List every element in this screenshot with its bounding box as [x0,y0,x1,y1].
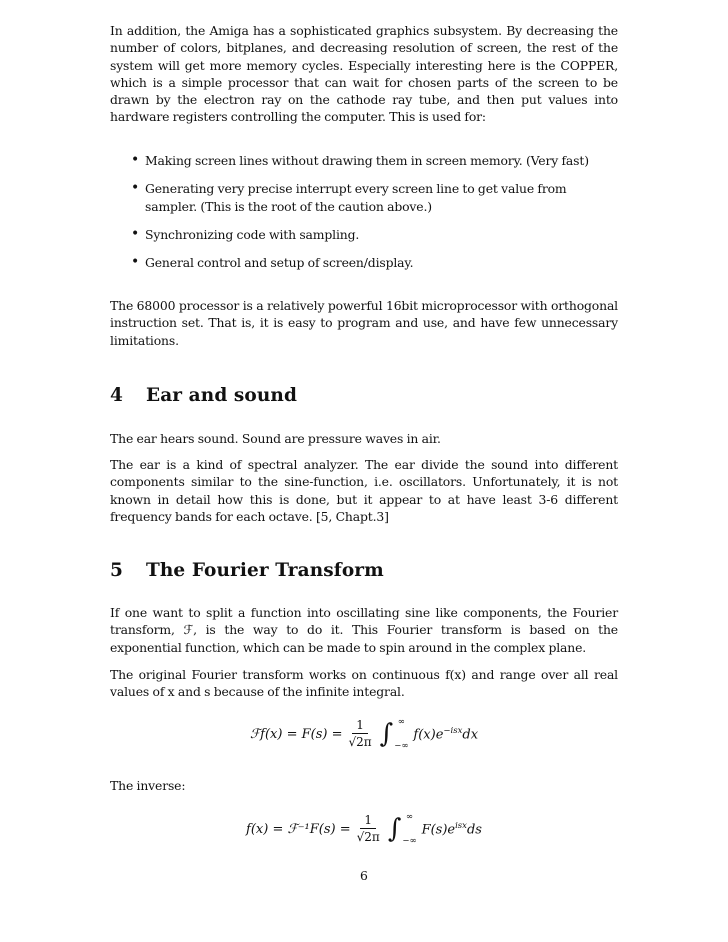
bullet-icon: • [131,254,140,271]
cpu-paragraph: The 68000 processor is a relatively powerful 16bit microprocessor with orthogonal instruction set. That is, it is easy to program and use, and have few unnecessary limitations. [110,298,618,348]
section-title: The Fourier Transform [146,560,384,581]
copper-uses-list [110,152,618,271]
fourier-paragraph-2: The original Fourier transform works on continuous f(x) and range over all real values of x and s because of the infinite integral. [110,667,618,700]
list-item: • General control and setup of screen/display. [131,254,414,271]
bullet-icon: • [131,152,140,168]
list-item: • Generating very precise interrupt every screen line to get value from sampler. (This is the root of the caution above.) [131,180,567,214]
section-number: 5 [110,560,123,581]
list-item: • Synchronizing code with sampling. [131,225,360,242]
fraction: $\frac{1}{√2\pi}$ [348,717,372,749]
integrand: $F(s)e^{isx}ds$ [421,820,482,838]
section-heading-fourier [110,559,384,583]
list-item: • Making screen lines without drawing them in screen memory. (Very fast) [131,152,589,168]
fraction: $\frac{1}{√2\pi}$ [356,812,380,844]
section-heading-ear [110,384,297,408]
ear-paragraph-1: The ear hears sound. Sound are pressure waves in air. [110,431,441,446]
section-number: 4 [110,385,123,406]
bullet-icon: • [131,225,140,242]
fourier-paragraph-1: If one want to split a function into oscillating sine like components, the Fourier transform, ℱ, is the way to do it. This Fourier transform is based on the exponential function, which can be made to spin around in the complex plane. [110,605,618,655]
equation-lhs: f(x) = ℱ⁻¹F(s) = [246,821,351,837]
page-number: 6 [360,868,368,883]
equation-lhs: ℱf(x) = F(s) = [249,726,343,742]
section-title: Ear and sound [146,385,297,406]
integral-sign: ∫ ∞ −∞ [387,812,417,846]
intro-paragraph: In addition, the Amiga has a sophisticated graphics subsystem. By decreasing the number of colors, bitplanes, and decreasing resolution of screen, the rest of the system will get more memory cycles. Especially interesting here is the COPPER, which is a simple processor that can wait for chosen parts of the screen to be drawn by the electron ray on the cathode ray tube, and then put values into hardware registers controlling the computer. This is used for: [110,23,618,125]
integrand: $f(x)e^{-isx}dx$ [413,725,479,743]
fourier-equation [110,717,618,751]
integral-sign: ∫ ∞ −∞ [379,717,409,751]
inverse-label: The inverse: [110,778,186,793]
ear-paragraph-2: The ear is a kind of spectral analyzer. The ear divide the sound into different components similar to the sine-function, i.e. oscillators. Unfortunately, it is not known in detail how this is done, but it appear to at have least 3-6 different frequency bands for each octave. [5, Chapt.3] [110,457,618,524]
inverse-fourier-equation [110,812,618,846]
bullet-icon: • [131,180,140,197]
